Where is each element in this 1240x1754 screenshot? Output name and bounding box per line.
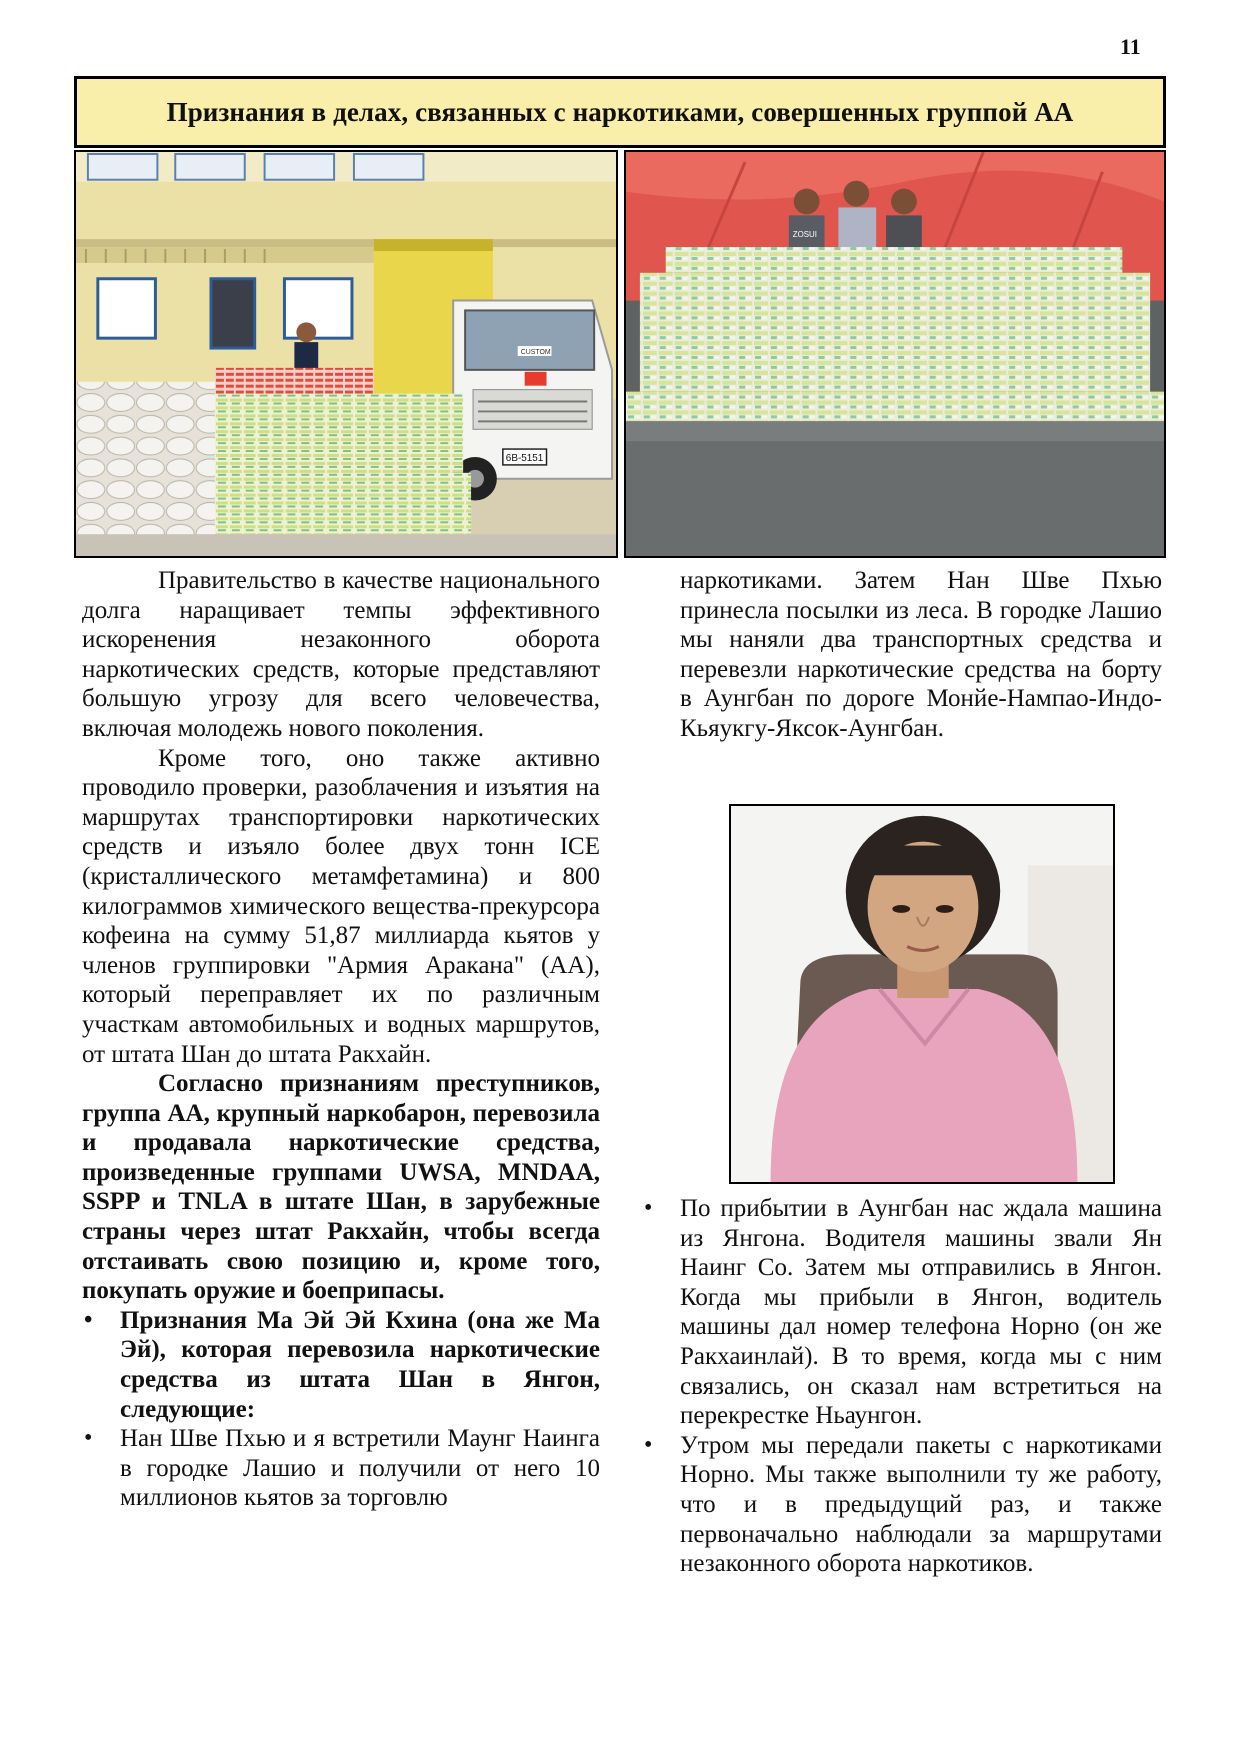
paragraph-confessions-summary: Согласно признаниям преступников, группа АА, крупный наркобарон, перевозила и продавала наркотические средства, произведенные группами UWSA, MNDAA, SSPP и TNLA в штате Шан, в зарубежные страны через штат Ракхайн, чтобы всегда отстаивать свою позицию и, кроме того, покупать оружие и боеприпасы. xyxy=(82,1070,600,1305)
bullet-handover-morning: • Утром мы передали пакеты с наркотиками Норно. Мы также выполнили ту же работу, что и в предыдущий раз, и также первоначально наблюдали за маршрутами незаконного оборота наркотиков. xyxy=(642,1431,1162,1579)
truck-badge-text: CUSTOM xyxy=(520,349,551,356)
paragraph-government: Правительство в качестве национального долга наращивает темпы эффективного искоренения незаконного оборота наркотических средств, которые представляют большую угрозу для всего человечества, включая молодежь нового поколения. xyxy=(82,567,600,742)
right-column-bullets xyxy=(642,1194,1162,1579)
right-column-continuation xyxy=(680,566,1162,744)
right-bullet-list xyxy=(642,1194,1162,1579)
bullet-meeting-lashio: • Нан Шве Пхью и я встретили Маунг Наинга в городке Лашио и получили от него 10 миллионов кьятов за торговлю xyxy=(82,1424,600,1513)
photo-truck-seizure xyxy=(74,150,618,558)
page-title: Признания в делах, связанных с наркотиками, совершенных группой АА xyxy=(166,96,1074,127)
page-number: 11 xyxy=(1120,34,1141,59)
left-bullet-list xyxy=(82,1306,600,1513)
title-banner xyxy=(74,76,1166,148)
tshirt-label-text: ZOSUI xyxy=(792,230,818,240)
paragraph-continuation: наркотиками. Затем Нан Шве Пхью принесла посылки из леса. В городке Лашио мы наняли два транспортных средства и перевезли наркотические средства на борту в Аунгбан по дороге Монйе-Нампао-Индо-Кьяукгу-Яксок-Аунгбан. xyxy=(680,567,1162,742)
left-column xyxy=(82,566,600,1513)
paragraph-seizure: Кроме того, оно также активно проводило проверки, разоблачения и изъятия на маршрутах транспортировки наркотических средств и изъяло более двух тонн ICE (кристаллического метамфетамина) и 800 килограммов химического вещества-прекурсора кофеина на сумму 51,87 миллиарда кьятов у членов группировки "Армия Аракана" (АА), который переправляет их по различным участкам автомобильных и водных маршрутов, от штата Шан до штата Ракхайн. xyxy=(82,744,600,1068)
bullet-confession-heading: • Признания Ма Эй Эй Кхина (она же Ма Эй), которая перевозила наркотические средства из штата Шан в Янгон, следующие: xyxy=(82,1306,600,1424)
photo-suspects-with-packages xyxy=(624,150,1166,558)
bullet-arrival-aungban: • По прибытии в Аунгбан нас ждала машина из Янгона. Водителя машины звали Ян Наинг Со. Затем мы отправились в Янгон. Когда мы прибыли в Янгон, водитель машины дал номер телефона Норно (он же Ракхаинлай). В то время, когда мы с ним связались, он сказал нам встретиться на перекрестке Ньаунгон. xyxy=(642,1194,1162,1431)
truck-plate-text: 6B-5151 xyxy=(505,452,544,464)
photo-suspect-portrait xyxy=(729,804,1115,1184)
